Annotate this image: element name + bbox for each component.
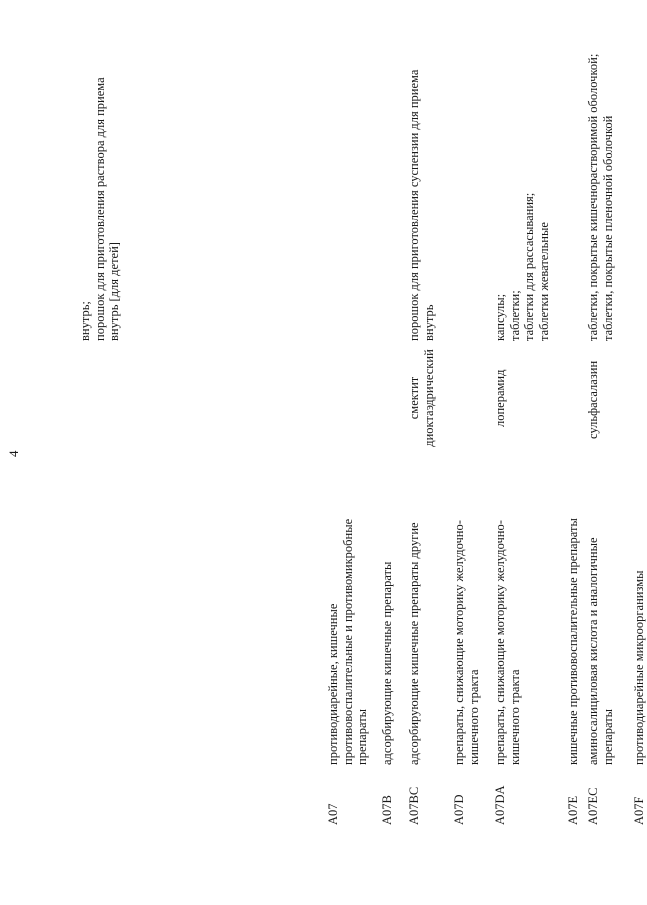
carryover-forms-line: внутрь [для детей] (107, 242, 121, 341)
atc-code: A07F (632, 796, 646, 825)
group-line: противовоспалительные и противомикробные (340, 518, 355, 765)
forms-line: капсулы; (493, 293, 507, 341)
substance-line: диоктаэдрический (421, 349, 436, 447)
group-line: кишечные противовоспалительные препараты (566, 518, 580, 765)
substance-line: лоперамид (493, 369, 507, 427)
group-line: кишечного тракта (466, 669, 481, 765)
group-line: препараты (355, 708, 369, 765)
substance-line: сульфасалазин (586, 360, 600, 439)
atc-code: A07B (380, 795, 394, 825)
atc-code: A07EC (586, 787, 600, 825)
carryover-forms-line: внутрь; (78, 301, 92, 341)
forms-line: порошок для приготовления суспензии для приема (407, 69, 421, 341)
forms-line: таблетки; (507, 290, 522, 341)
group-line: препараты, снижающие моторику желудочно- (493, 520, 507, 765)
group-line: аминосалициловая кислота и аналогичные (586, 537, 600, 765)
group-line: препараты, снижающие моторику желудочно- (452, 520, 466, 765)
substance-name (407, 349, 436, 447)
group-name (380, 465, 395, 765)
group-name (493, 465, 522, 765)
dosage-forms (407, 13, 436, 341)
group-line: адсорбирующие кишечные препараты (380, 561, 394, 765)
group-line: кишечного тракта (507, 669, 522, 765)
group-line: препараты (600, 708, 615, 765)
dosage-forms (493, 13, 551, 341)
forms-line: таблетки, покрытые пленочной оболочкой (600, 115, 615, 341)
dosage-forms (586, 13, 615, 341)
group-name (326, 465, 370, 765)
substance-name (493, 329, 508, 427)
forms-line: таблетки жевательные (536, 222, 551, 341)
substance-name (586, 341, 601, 439)
atc-code: A07DA (493, 785, 507, 825)
carryover-forms-cell (78, 13, 122, 341)
atc-code: A07BC (407, 786, 421, 825)
group-line: противодиарейные микроорганизмы (632, 570, 646, 765)
group-name (632, 465, 647, 765)
atc-code: A07D (452, 794, 466, 825)
group-name (566, 465, 581, 765)
substance-line: смектит (407, 376, 421, 420)
carryover-forms-line: порошок для приготовления раствора для приема (92, 77, 107, 341)
page-number: 4 (6, 450, 21, 457)
group-name (586, 465, 615, 765)
atc-code: A07 (326, 803, 340, 825)
group-name (452, 465, 481, 765)
group-name (407, 465, 422, 765)
group-line: адсорбирующие кишечные препараты другие (407, 522, 421, 765)
group-line: противодиарейные, кишечные (326, 603, 340, 765)
forms-line: таблетки для рассасывания; (522, 192, 536, 341)
atc-code: A07E (566, 795, 580, 825)
forms-line: таблетки, покрытые кишечнорастворимой оболочкой; (586, 53, 600, 341)
forms-line: внутрь (421, 304, 436, 341)
